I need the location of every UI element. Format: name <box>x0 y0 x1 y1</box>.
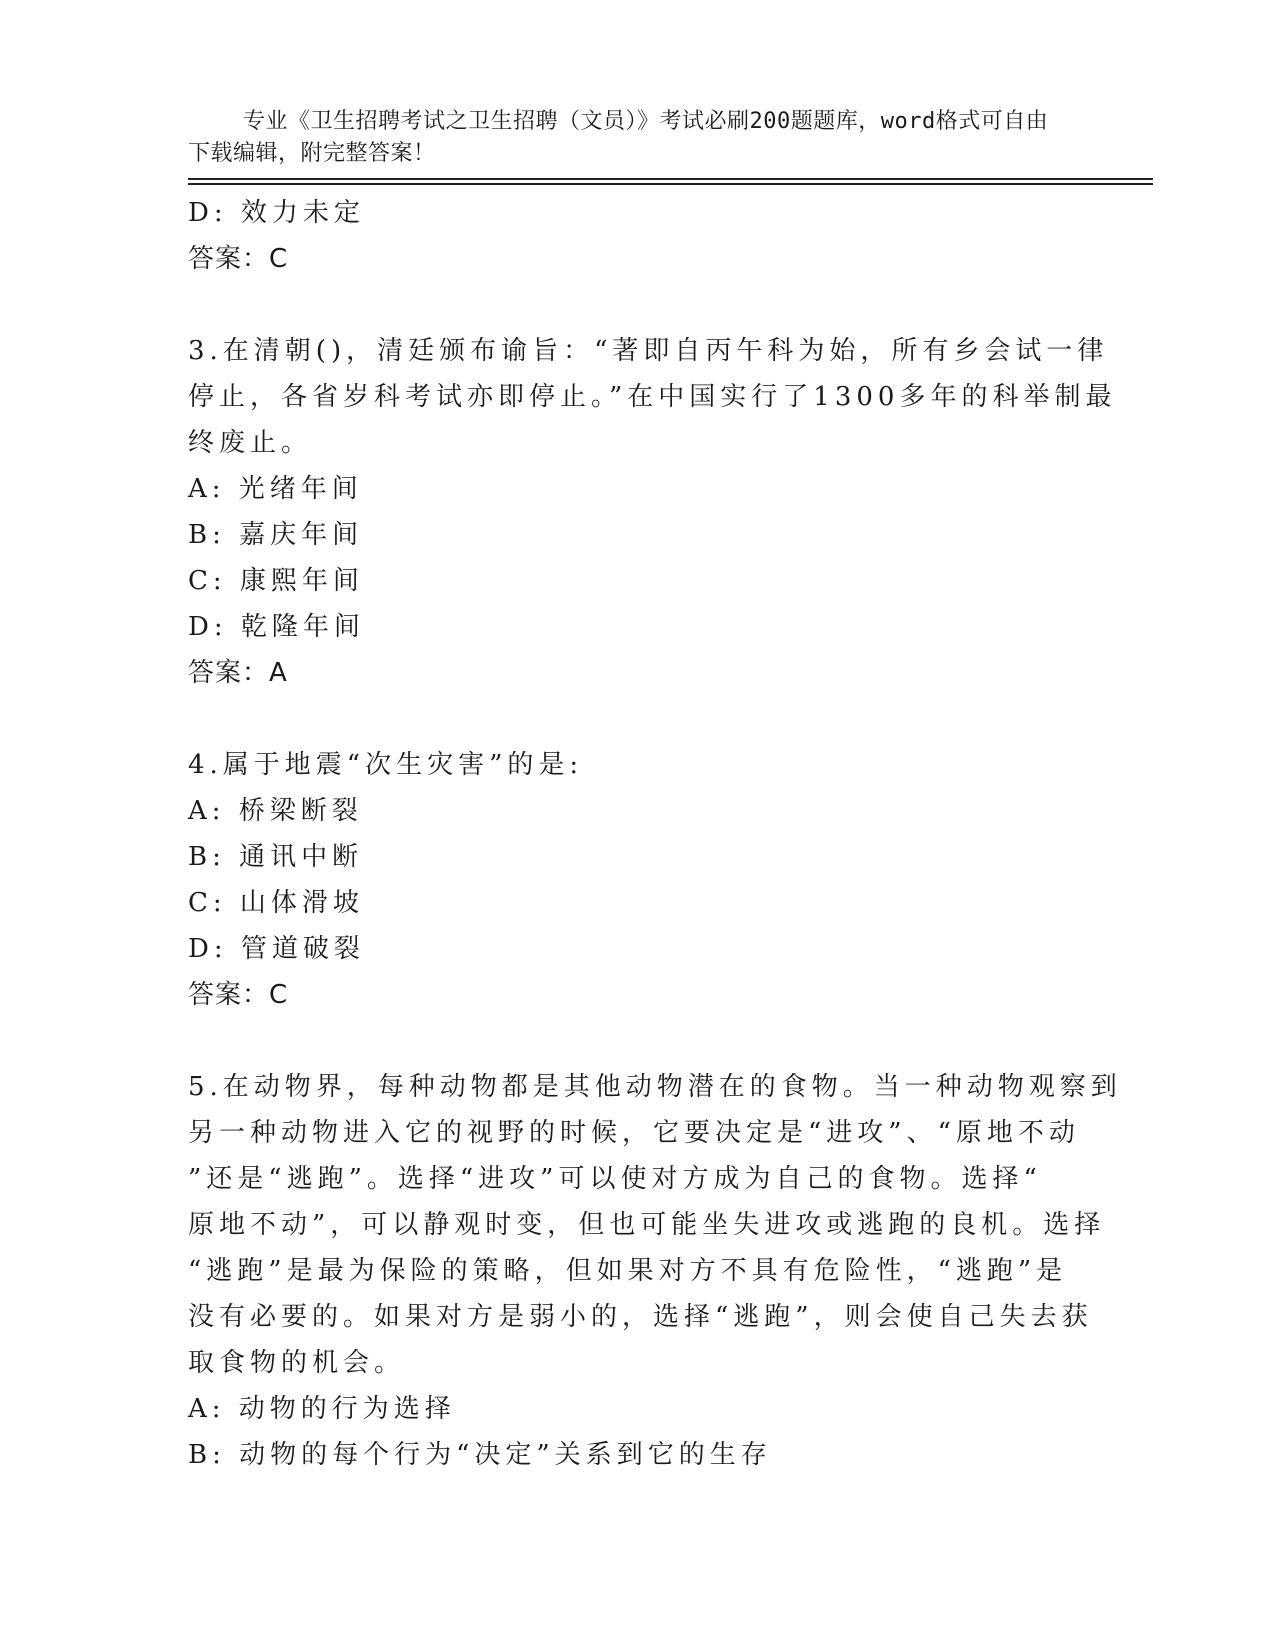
q3-option-a: A: 光绪年间 <box>188 474 363 504</box>
q3-text-line-3: 终废止。 <box>188 428 313 458</box>
q5-text-line-6: 没有必要的。如果对方是弱小的，选择“逃跑”，则会使自己失去获 <box>188 1302 1093 1332</box>
q4-option-d: D: 管道破裂 <box>188 934 365 964</box>
q4-option-b: B: 通讯中断 <box>188 842 364 872</box>
q5-option-a: A: 动物的行为选择 <box>188 1394 456 1424</box>
q3-answer: 答案：A <box>188 658 288 688</box>
q5-text-line-5: “逃跑”是最为保险的策略，但如果对方不具有危险性，“逃跑”是 <box>188 1256 1068 1286</box>
spacer <box>188 696 1078 742</box>
q4-text-line-1: 4.属于地震“次生灾害”的是: <box>188 750 584 780</box>
q5-text-line-2: 另一种动物进入它的视野的时候，它要决定是“进攻”、“原地不动 <box>188 1118 1080 1148</box>
spacer <box>188 1018 1078 1064</box>
header-divider-bottom <box>188 183 1153 185</box>
q2-answer: 答案：C <box>188 244 289 274</box>
q4-answer: 答案：C <box>188 980 289 1010</box>
spacer <box>188 282 1078 328</box>
q5-text-line-7: 取食物的机会。 <box>188 1348 406 1378</box>
q3-option-b: B: 嘉庆年间 <box>188 520 364 550</box>
q3-option-d: D: 乾隆年间 <box>188 612 365 642</box>
q5-text-line-3: ”还是“逃跑”。选择“进攻”可以使对方成为自己的食物。选择“ <box>188 1164 1042 1194</box>
q5-text-line-4: 原地不动”，可以静观时变，但也可能坐失进攻或逃跑的良机。选择 <box>188 1210 1106 1240</box>
q5-option-b: B: 动物的每个行为“决定”关系到它的生存 <box>188 1440 772 1470</box>
q2-option-d: D: 效力未定 <box>188 198 365 228</box>
q3-text-line-1: 3.在清朝()，清廷颁布谕旨：“著即自丙午科为始，所有乡会试一律 <box>188 336 1109 366</box>
q4-option-c: C: 山体滑坡 <box>188 888 364 918</box>
header-divider-top <box>188 178 1153 180</box>
q5-text-line-1: 5.在动物界，每种动物都是其他动物潜在的食物。当一种动物观察到 <box>188 1072 1122 1102</box>
question-content <box>188 190 1122 1478</box>
q4-option-a: A: 桥梁断裂 <box>188 796 363 826</box>
q3-option-c: C: 康熙年间 <box>188 566 364 596</box>
header-title: 专业《卫生招聘考试之卫生招聘（文员）》考试必刷200题题库，word格式可自由下载编辑，附完整答案！ <box>188 109 1049 166</box>
q3-text-line-2: 停止，各省岁科考试亦即停止。”在中国实行了1300多年的科举制最 <box>188 382 1117 412</box>
